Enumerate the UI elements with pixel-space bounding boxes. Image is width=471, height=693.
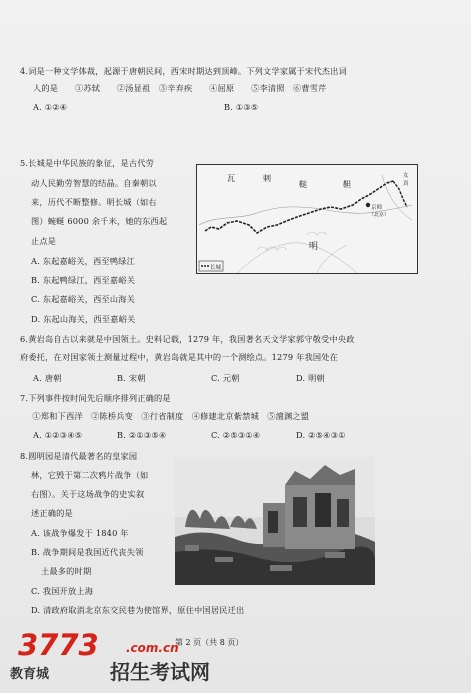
page-number: 第 2 页（共 8 页） bbox=[175, 638, 244, 647]
q5-line2: 动人民勤劳智慧的结晶。自秦朝以 bbox=[31, 178, 157, 188]
q6-option-b: B. 宋朝 bbox=[117, 373, 146, 383]
q8-option-b-line1: B. 战争期间是我国近代丧失领 bbox=[31, 547, 144, 557]
q7-option-b: B. ②①③⑤④ bbox=[117, 430, 167, 440]
map-label-nuzhen-1: 女 bbox=[403, 173, 409, 179]
q8-option-b-line2: 土最多的时期 bbox=[41, 566, 92, 576]
q8-option-a: A. 该战争爆发于 1840 年 bbox=[31, 528, 129, 538]
yuanmingyuan-ruins-photo bbox=[175, 457, 375, 585]
q4-line1: 4.词是一种文学体裁，起源于唐朝民间，西宋时期达到顶峰。下列文学家属于宋代杰出词 bbox=[20, 66, 347, 76]
watermark-logo-number: 3773 bbox=[18, 628, 99, 662]
watermark-left-text: 教育城 bbox=[10, 667, 50, 682]
map-label-wala-1: 瓦 bbox=[227, 174, 235, 183]
q5-option-c: C. 东起嘉峪关，西至山海关 bbox=[31, 294, 136, 304]
q4-option-a: A. ①②④ bbox=[33, 102, 68, 112]
map-label-dada-1: 鞑 bbox=[299, 180, 307, 189]
q8-line1: 8.圆明园是清代最著名的皇家园 bbox=[20, 451, 138, 461]
great-wall-map-drawing bbox=[197, 165, 417, 273]
q6-option-d: D. 明朝 bbox=[296, 373, 325, 383]
watermark-right-text: 招生考试网 bbox=[110, 660, 210, 684]
q8-line2: 林，它毁于第二次鸦片战争（如 bbox=[31, 470, 149, 480]
q7-option-c: C. ②⑤③①④ bbox=[211, 430, 261, 440]
q5-option-b: B. 东起鸭绿江，西至嘉峪关 bbox=[31, 275, 136, 285]
q5-option-a: A. 东起嘉峪关，西至鸭绿江 bbox=[31, 256, 135, 266]
map-label-ming: 明 bbox=[309, 242, 319, 252]
map-label-dada-2: 靼 bbox=[343, 180, 351, 189]
q6-line2: 府委托，在对国家领土测量过程中，黄岩岛就是其中的一个测绘点。1279 年我国处在 bbox=[20, 352, 339, 362]
q8-option-d: D. 清政府取消北京东交民巷为使馆界，原住中国居民迁出 bbox=[31, 605, 245, 615]
q4-line2: 人的是 ①苏轼 ②汤显祖 ③辛弃疾 ④屈原 ⑤李清照 ⑥曹雪芹 bbox=[33, 83, 327, 93]
q7-option-d: D. ②⑤④③① bbox=[296, 430, 346, 440]
q5-line3: 来，历代不断整修。明长城（如右 bbox=[31, 197, 157, 207]
q5-line4: 图）蜿蜒 6000 余千米，她的东西起 bbox=[31, 216, 168, 226]
map-label-nuzhen-2: 真 bbox=[403, 181, 409, 187]
q5-line5: 止点是 bbox=[31, 236, 57, 246]
q7-line2: ①郑和下西洋 ②陈桥兵变 ③行省制度 ④修建北京紫禁城 ⑤澶渊之盟 bbox=[24, 411, 310, 421]
watermark-logo-domain: .com.cn bbox=[126, 641, 179, 655]
q7-option-a: A. ①②③④⑤ bbox=[33, 430, 83, 440]
q5-option-d: D. 东起山海关，西至嘉峪关 bbox=[31, 314, 136, 324]
q4-option-b: B. ①③⑤ bbox=[224, 102, 259, 112]
q5-line1: 5.长城是中华民族的象征，是古代劳 bbox=[20, 158, 155, 168]
q6-line1: 6.黄岩岛自古以来就是中国领土。史料记载，1279 年，我国著名天文学家郭守敬受中央政 bbox=[20, 334, 355, 344]
map-label-beijing: （北京） bbox=[369, 212, 390, 218]
map-legend-label: 长城 bbox=[210, 265, 222, 271]
q6-option-a: A. 唐朝 bbox=[33, 373, 62, 383]
great-wall-map bbox=[196, 164, 418, 274]
q7-line1: 7.下列事件按时间先后顺序排列正确的是 bbox=[20, 393, 171, 403]
map-label-wala-2: 剌 bbox=[263, 174, 271, 183]
q6-option-c: C. 元朝 bbox=[211, 373, 240, 383]
q8-line4: 述正确的是 bbox=[31, 508, 73, 518]
map-label-jingshi: 京师 bbox=[371, 205, 383, 211]
q8-option-c: C. 我国开放上海 bbox=[31, 586, 94, 596]
q8-line3: 右图）。关于这场战争的史实叙 bbox=[31, 489, 145, 499]
